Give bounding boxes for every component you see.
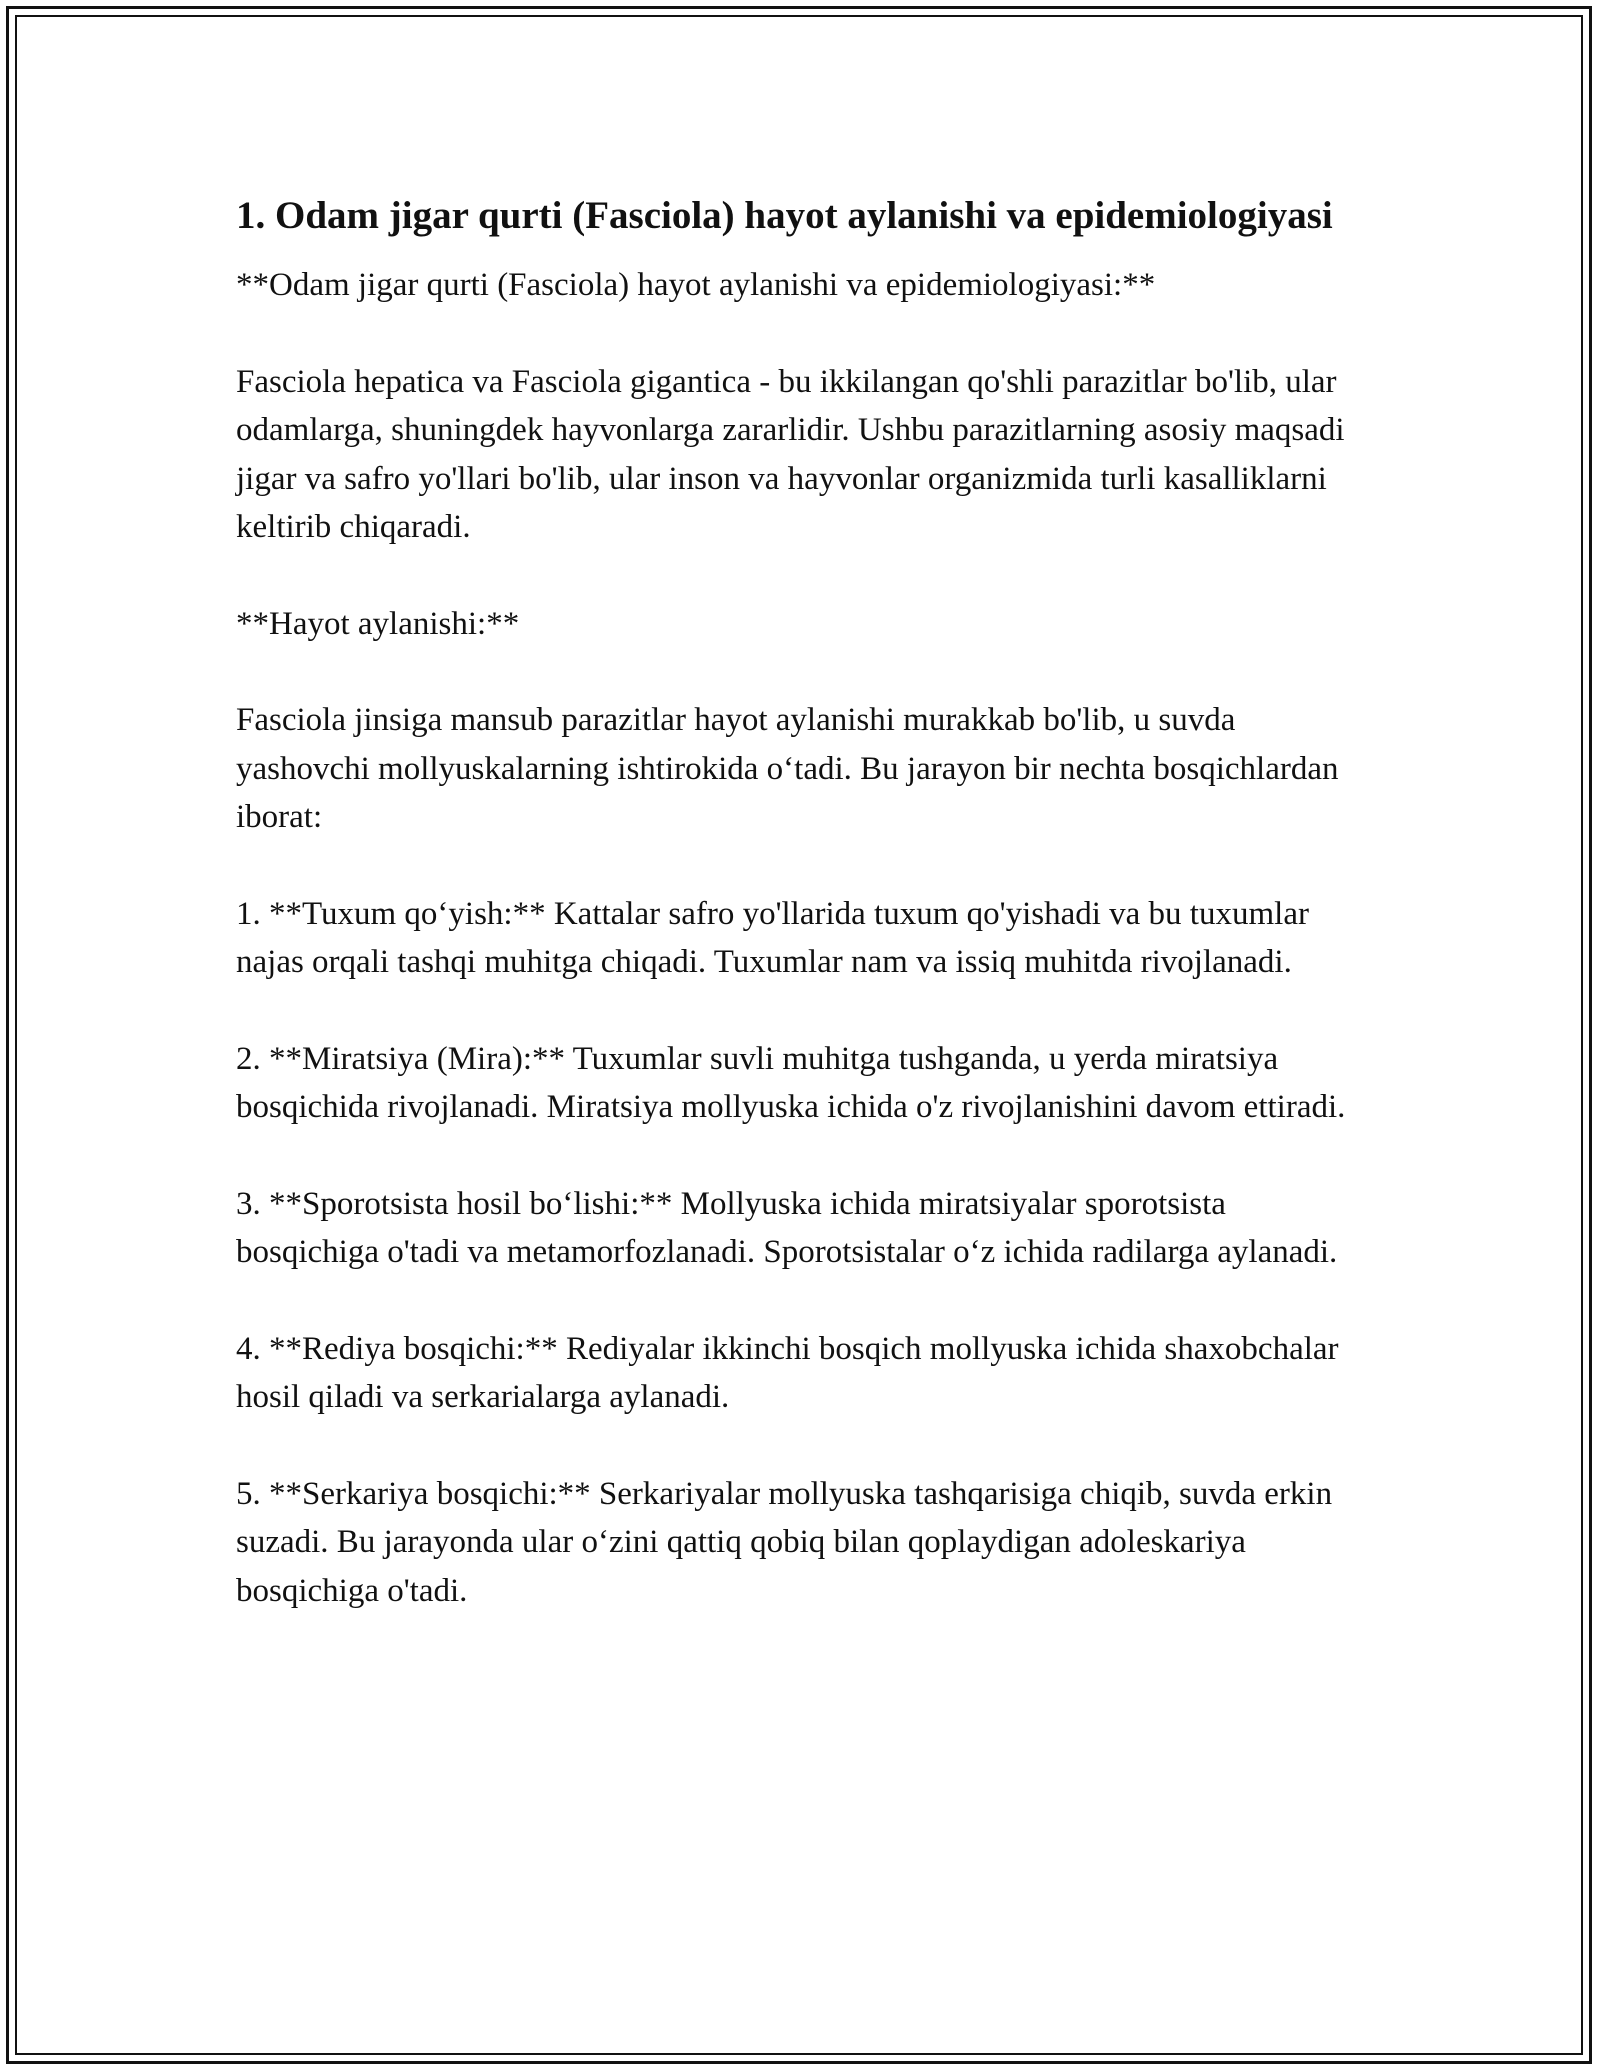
paragraph-overview: Fasciola hepatica va Fasciola gigantica - bu ikkilangan qo'shli parazitlar bo'lib, ular odamlarga, shuningdek hayvonlarga zararlidir. Ushbu parazitlarning asosiy maqsadi jigar va safro yo'llari bo'lib, ular inson va hayvonlar organizmida turli kasalliklarni keltirib chiqaradi. <box>236 363 1345 545</box>
document-title: 1. Odam jigar qurti (Fasciola) hayot aylanishi va epidemiologiyasi <box>236 194 1333 237</box>
paragraph-heading-life-cycle: **Hayot aylanishi:** <box>236 605 520 642</box>
document-content <box>236 188 1366 1663</box>
list-item-stage-3: 3. **Sporotsista hosil boʻlishi:** Mollyuska ichida miratsiyalar sporotsista bosqichiga o'tadi va metamorfozlanadi. Sporotsistalar oʻz ichida radilarga aylanadi. <box>236 1185 1338 1270</box>
paragraph-heading-intro: **Odam jigar qurti (Fasciola) hayot aylanishi va epidemiologiyasi:** <box>236 267 1156 303</box>
list-item-stage-2: 2. **Miratsiya (Mira):** Tuxumlar suvli muhitga tushganda, u yerda miratsiya bosqichida rivojlanadi. Miratsiya mollyuska ichida o'z rivojlanishini davom ettiradi. <box>236 1040 1346 1125</box>
list-item-stage-1: 1. **Tuxum qoʻyish:** Kattalar safro yo'llarida tuxum qo'yishadi va bu tuxumlar najas orqali tashqi muhitga chiqadi. Tuxumlar nam va issiq muhitda rivojlanadi. <box>236 895 1309 980</box>
list-item-stage-5: 5. **Serkariya bosqichi:** Serkariyalar mollyuska tashqarisiga chiqib, suvda erkin suzadi. Bu jarayonda ular oʻzini qattiq qobiq bilan qoplaydigan adoleskariya bosqichiga o'tadi. <box>236 1475 1333 1609</box>
document-body <box>236 261 1366 1615</box>
list-item-stage-4: 4. **Rediya bosqichi:** Rediyalar ikkinchi bosqich mollyuska ichida shaxobchalar hosil qiladi va serkarialarga aylanadi. <box>236 1330 1339 1415</box>
paragraph-life-cycle-intro: Fasciola jinsiga mansub parazitlar hayot aylanishi murakkab bo'lib, u suvda yashovchi mollyuskalarning ishtirokida oʻtadi. Bu jarayon bir nechta bosqichlardan iborat: <box>236 702 1339 835</box>
